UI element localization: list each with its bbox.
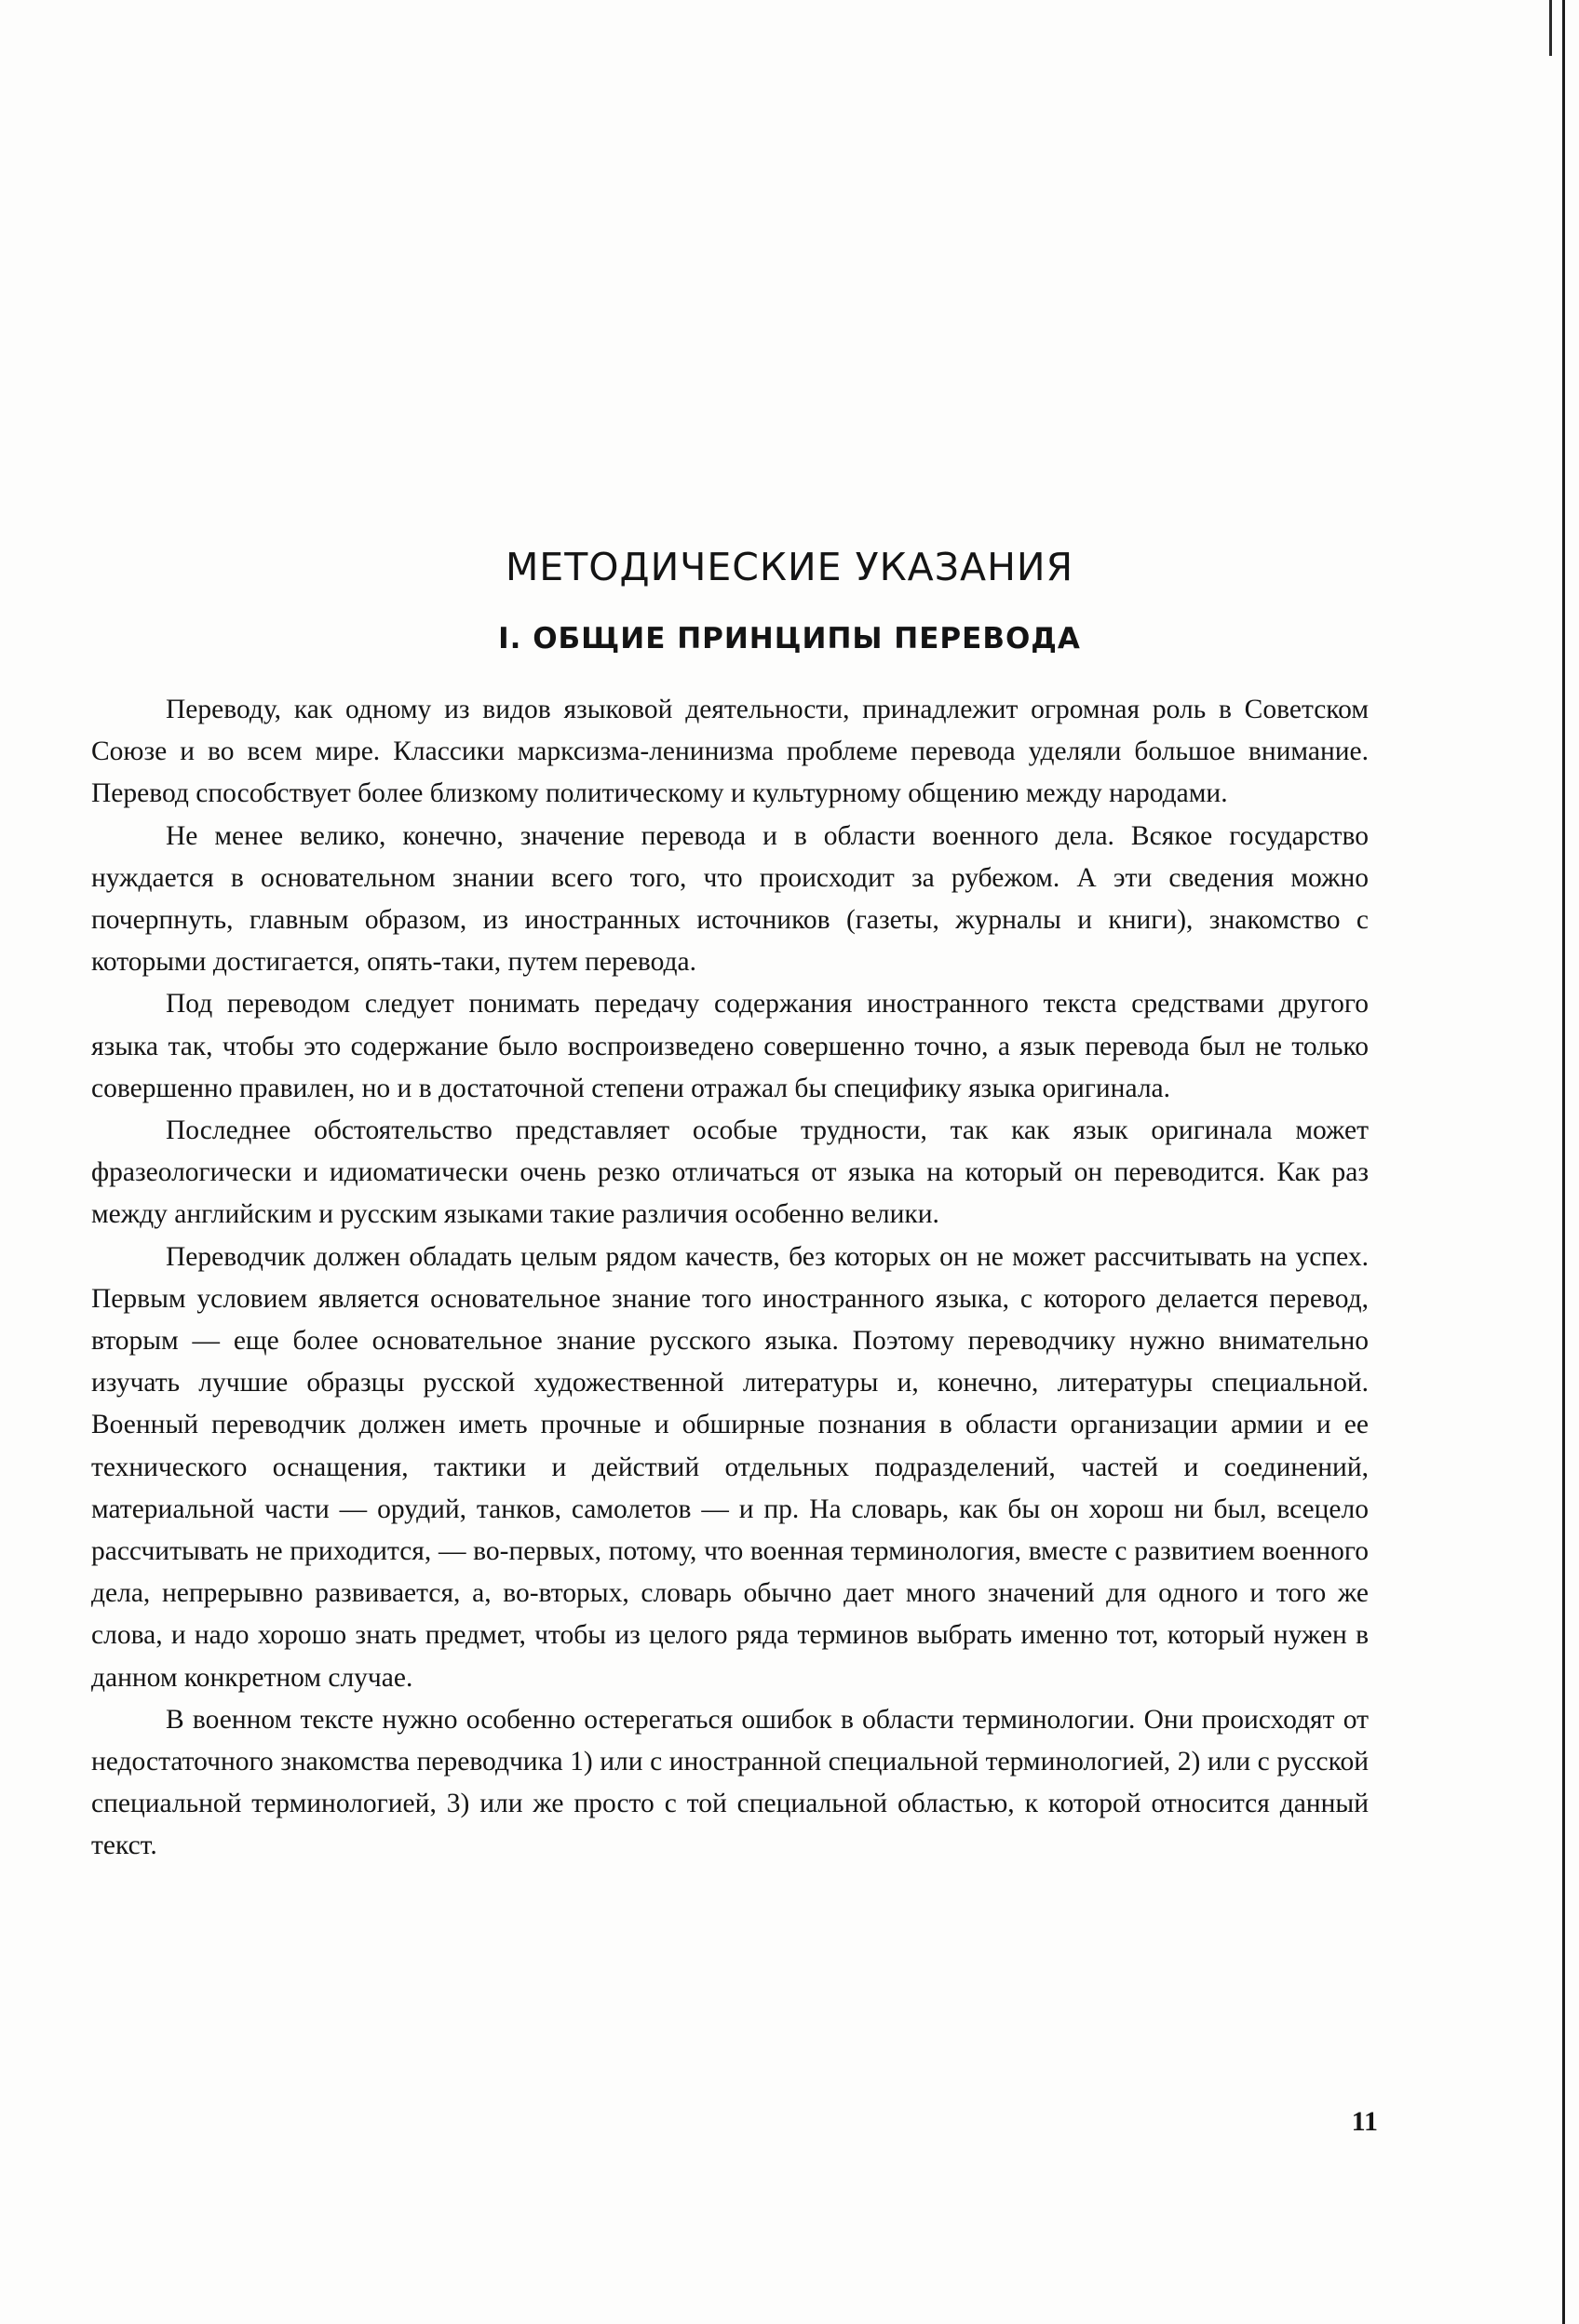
paragraph: Не менее велико, конечно, значение перевода и в области военного дела. Всякое государство нуждается в основательном знании всего того, что происходит за рубежом. А эти сведения можно почерпнуть, главным образом, из иностранных источников (газеты, журналы и книги), знакомство с которыми достигается, опять-таки, путем перевода.	[91, 820, 1369, 978]
page-title: МЕТОДИЧЕСКИЕ УКАЗАНИЯ	[505, 545, 1074, 589]
body-text	[91, 689, 1369, 1868]
page-number: 11	[1351, 2106, 1378, 2137]
scan-edge-mark	[1549, 0, 1552, 56]
paragraph: Переводчик должен обладать целым рядом качеств, без которых он не может рассчитывать на успех. Первым условием является основательное знание того иностранного языка, с которого делается перевод, вторым — еще более основательное знание русского языка. Поэтому переводчику нужно внимательно изучать лучшие образцы русской художественной литературы и, конечно, литературы специальной. Военный переводчик должен иметь прочные и обширные познания в области организации армии и ее технического оснащения, тактики и действий отдельных подразделений, частей и соединений, материальной части — орудий, танков, самолетов — и пр. На словарь, как бы он хорош ни был, всецело рассчитывать не приходится, — во-первых, потому, что военная терминология, вместе с развитием военного дела, непрерывно развивается, а, во-вторых, словарь обычно дает много значений для одного и того же слова, и надо хорошо знать предмет, чтобы из целого ряда терминов выбрать именно тот, который нужен в данном конкретном случае.	[91, 1241, 1369, 1693]
paragraph: В военном тексте нужно особенно остерегаться ошибок в области терминологии. Они происходят от недостаточного знакомства переводчика 1) или с иностранной специальной терминологией, 2) или с русской специальной терминологией, 3) или же просто с той специальной областью, к которой относится данный текст.	[91, 1704, 1369, 1861]
paragraph: Переводу, как одному из видов языковой деятельности, принадлежит огромная роль в Советском Союзе и во всем мире. Классики марксизма-ленинизма проблеме перевода уделяли большое внимание. Перевод способствует более близкому политическому и культурному общению между народами.	[91, 695, 1369, 809]
paragraph: Последнее обстоятельство представляет особые трудности, так как язык оригинала может фразеологически и идиоматически очень резко отличаться от языка на который он переводится. Как раз между английским и русским языками такие различия особенно велики.	[91, 1115, 1369, 1230]
scan-edge-line	[1562, 0, 1565, 2324]
section-title: I. ОБЩИЕ ПРИНЦИПЫ ПЕРЕВОДА	[498, 622, 1081, 655]
paragraph: Под переводом следует понимать передачу содержания иностранного текста средствами другого языка так, чтобы это содержание было воспроизведено совершенно точно, а язык перевода был не только совершенно правилен, но и в достаточной степени отражал бы специфику языка оригинала.	[91, 989, 1369, 1103]
